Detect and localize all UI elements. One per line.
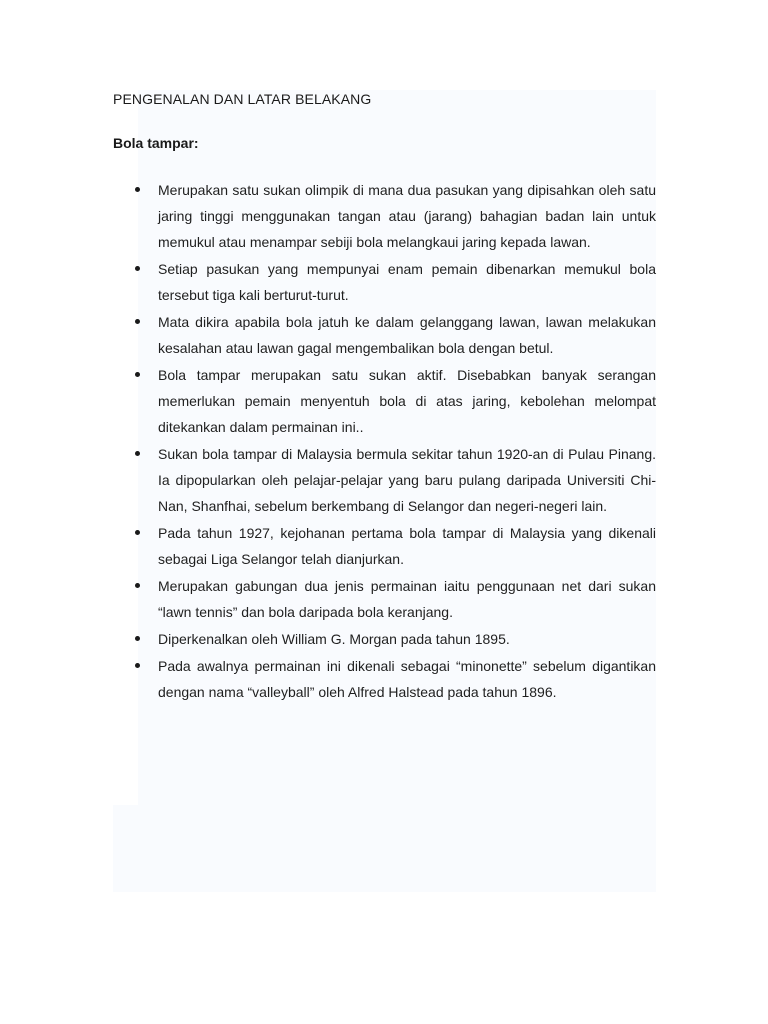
bullet-list — [113, 177, 656, 706]
bullet-icon — [135, 583, 140, 588]
list-item — [113, 309, 656, 361]
list-item-text: Merupakan satu sukan olimpik di mana dua pasukan yang dipisahkan oleh satu jaring tinggi menggunakan tangan atau (jarang) bahagian badan lain untuk memukul atau menampar sebiji bola melangkaui jaring kepada lawan. — [158, 182, 656, 250]
section-subheading: Bola tampar: — [113, 135, 199, 151]
bullet-icon — [135, 266, 140, 271]
bullet-icon — [135, 451, 140, 456]
list-item — [113, 626, 656, 652]
list-item-text: Sukan bola tampar di Malaysia bermula sekitar tahun 1920-an di Pulau Pinang. Ia dipopularkan oleh pelajar-pelajar yang baru pulang daripada Universiti Chi-Nan, Shanfhai, sebelum berkembang di Selangor dan negeri-negeri lain. — [158, 446, 656, 514]
list-item-text: Pada awalnya permainan ini dikenali sebagai “minonette” sebelum digantikan dengan nama “valleyball” oleh Alfred Halstead pada tahun 1896. — [158, 658, 656, 700]
list-item-text: Setiap pasukan yang mempunyai enam pemain dibenarkan memukul bola tersebut tiga kali berturut-turut. — [158, 261, 656, 303]
bullet-icon — [135, 319, 140, 324]
bullet-icon — [135, 187, 140, 192]
list-item — [113, 520, 656, 572]
list-item — [113, 256, 656, 308]
list-item — [113, 441, 656, 519]
list-item-text: Pada tahun 1927, kejohanan pertama bola tampar di Malaysia yang dikenali sebagai Liga Selangor telah dianjurkan. — [158, 525, 656, 567]
list-item — [113, 362, 656, 440]
bullet-icon — [135, 530, 140, 535]
bullet-icon — [135, 372, 140, 377]
list-item-text: Diperkenalkan oleh William G. Morgan pada tahun 1895. — [158, 631, 510, 647]
list-item-text: Merupakan gabungan dua jenis permainan iaitu penggunaan net dari sukan “lawn tennis” dan bola daripada bola keranjang. — [158, 578, 656, 620]
list-item — [113, 573, 656, 625]
document-title: PENGENALAN DAN LATAR BELAKANG — [113, 91, 372, 107]
list-item-text: Mata dikira apabila bola jatuh ke dalam gelanggang lawan, lawan melakukan kesalahan atau lawan gagal mengembalikan bola dengan betul. — [158, 314, 656, 356]
bullet-icon — [135, 636, 140, 641]
list-item — [113, 653, 656, 705]
page-background-lower — [113, 805, 656, 892]
list-item — [113, 177, 656, 255]
list-item-text: Bola tampar merupakan satu sukan aktif. Disebabkan banyak serangan memerlukan pemain menyentuh bola di atas jaring, kebolehan melompat ditekankan dalam permainan ini.. — [158, 367, 656, 435]
bullet-icon — [135, 663, 140, 668]
